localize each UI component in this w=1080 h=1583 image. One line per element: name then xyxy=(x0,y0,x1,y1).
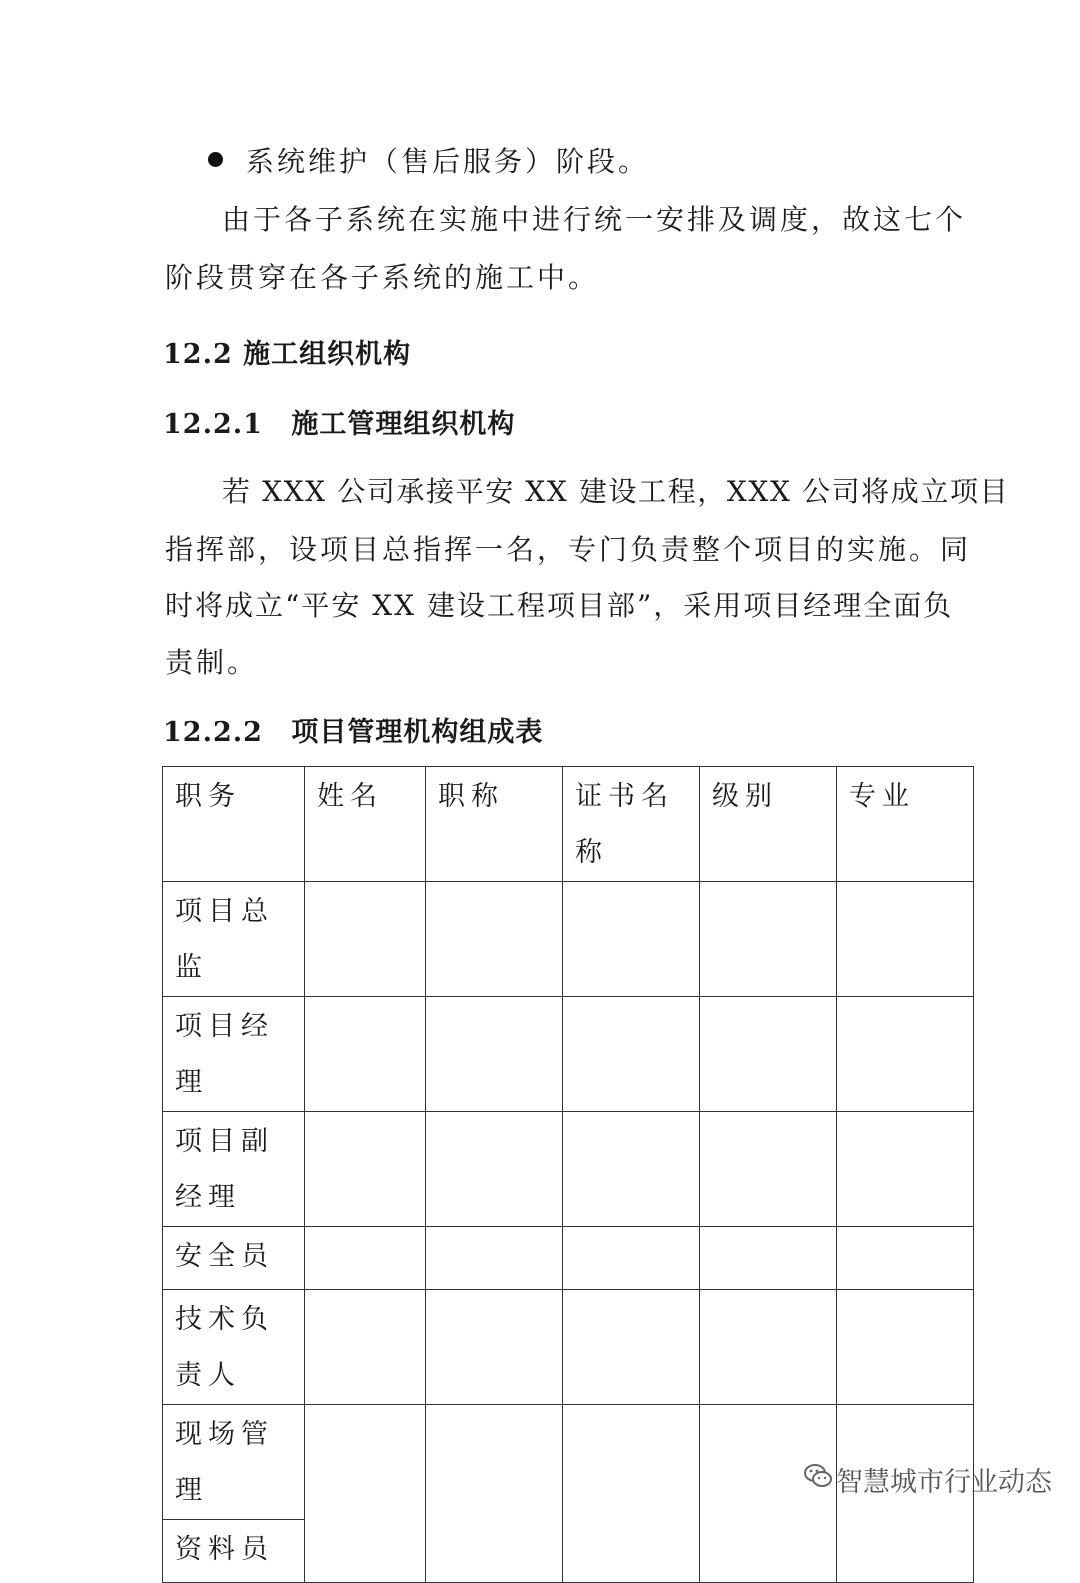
table-cell xyxy=(837,1227,974,1290)
header-cell: 职务 xyxy=(163,767,305,882)
section-heading-12-2 xyxy=(163,332,411,371)
wechat-icon xyxy=(803,1462,833,1490)
table-cell xyxy=(700,1112,837,1227)
role-cell: 资料员 xyxy=(163,1520,305,1583)
section-number: 12.2 xyxy=(163,339,233,370)
table-cell xyxy=(563,1405,700,1583)
section-number: 12.2.1 xyxy=(163,409,263,440)
table-cell xyxy=(563,1227,700,1290)
role-cell: 项目总监 xyxy=(163,882,305,997)
para2-line4: 责制。 xyxy=(165,646,259,679)
table-cell xyxy=(426,997,563,1112)
table-cell xyxy=(305,1112,426,1227)
section-heading-12-2-1 xyxy=(163,402,515,441)
table-cell xyxy=(563,997,700,1112)
para1-line2: 阶段贯穿在各子系统的施工中。 xyxy=(165,261,600,294)
section-title: 施工管理组织机构 xyxy=(291,409,516,440)
header-cell: 姓名 xyxy=(305,767,426,882)
table-cell xyxy=(837,997,974,1112)
table-cell xyxy=(837,882,974,997)
table-cell xyxy=(700,1405,837,1583)
table-cell xyxy=(700,997,837,1112)
table-cell xyxy=(837,1290,974,1405)
table-cell xyxy=(426,1405,563,1583)
table-cell xyxy=(700,882,837,997)
table-cell xyxy=(305,1405,426,1583)
table-cell xyxy=(426,882,563,997)
para2-line3: 时将成立“平安 XX 建设工程项目部”，采用项目经理全面负 xyxy=(165,589,954,622)
table-cell xyxy=(700,1290,837,1405)
header-cell: 级别 xyxy=(700,767,837,882)
bullet-item: 系统维护（售后服务）阶段。 xyxy=(246,145,650,178)
table-cell xyxy=(305,882,426,997)
table-row xyxy=(163,1290,974,1405)
table-cell xyxy=(305,1290,426,1405)
table-header-row xyxy=(163,767,974,882)
role-cell: 项目副经理 xyxy=(163,1112,305,1227)
table-cell xyxy=(837,1112,974,1227)
para1-line1: 由于各子系统在实施中进行统一安排及调度，故这七个 xyxy=(222,203,967,236)
table-cell xyxy=(426,1227,563,1290)
section-heading-12-2-2 xyxy=(163,710,543,749)
role-cell: 安全员 xyxy=(163,1227,305,1290)
table-row xyxy=(163,1112,974,1227)
section-title: 项目管理机构组成表 xyxy=(291,717,544,748)
table-cell xyxy=(426,1112,563,1227)
para2-line2: 指挥部，设项目总指挥一名，专门负责整个项目的实施。同 xyxy=(165,533,972,566)
table-row xyxy=(163,882,974,997)
header-cell: 专业 xyxy=(837,767,974,882)
table-cell xyxy=(305,1227,426,1290)
role-cell: 项目经理 xyxy=(163,997,305,1112)
table-row xyxy=(163,1227,974,1290)
table-cell xyxy=(426,1290,563,1405)
watermark-text: 智慧城市行业动态 xyxy=(836,1467,1052,1498)
role-cell: 现场管理 xyxy=(163,1405,305,1520)
table-cell xyxy=(700,1227,837,1290)
para2-line1: 若 XXX 公司承接平安 XX 建设工程，XXX 公司将成立项目 xyxy=(222,475,1010,508)
table-row xyxy=(163,997,974,1112)
header-cell: 职称 xyxy=(426,767,563,882)
table-cell xyxy=(563,1112,700,1227)
section-title: 施工组织机构 xyxy=(243,339,412,370)
table-cell xyxy=(563,882,700,997)
role-cell: 技术负责人 xyxy=(163,1290,305,1405)
table-cell xyxy=(305,997,426,1112)
bullet-dot xyxy=(208,152,223,167)
header-cell: 证书名称 xyxy=(563,767,700,882)
table-cell xyxy=(563,1290,700,1405)
section-number: 12.2.2 xyxy=(163,717,263,748)
